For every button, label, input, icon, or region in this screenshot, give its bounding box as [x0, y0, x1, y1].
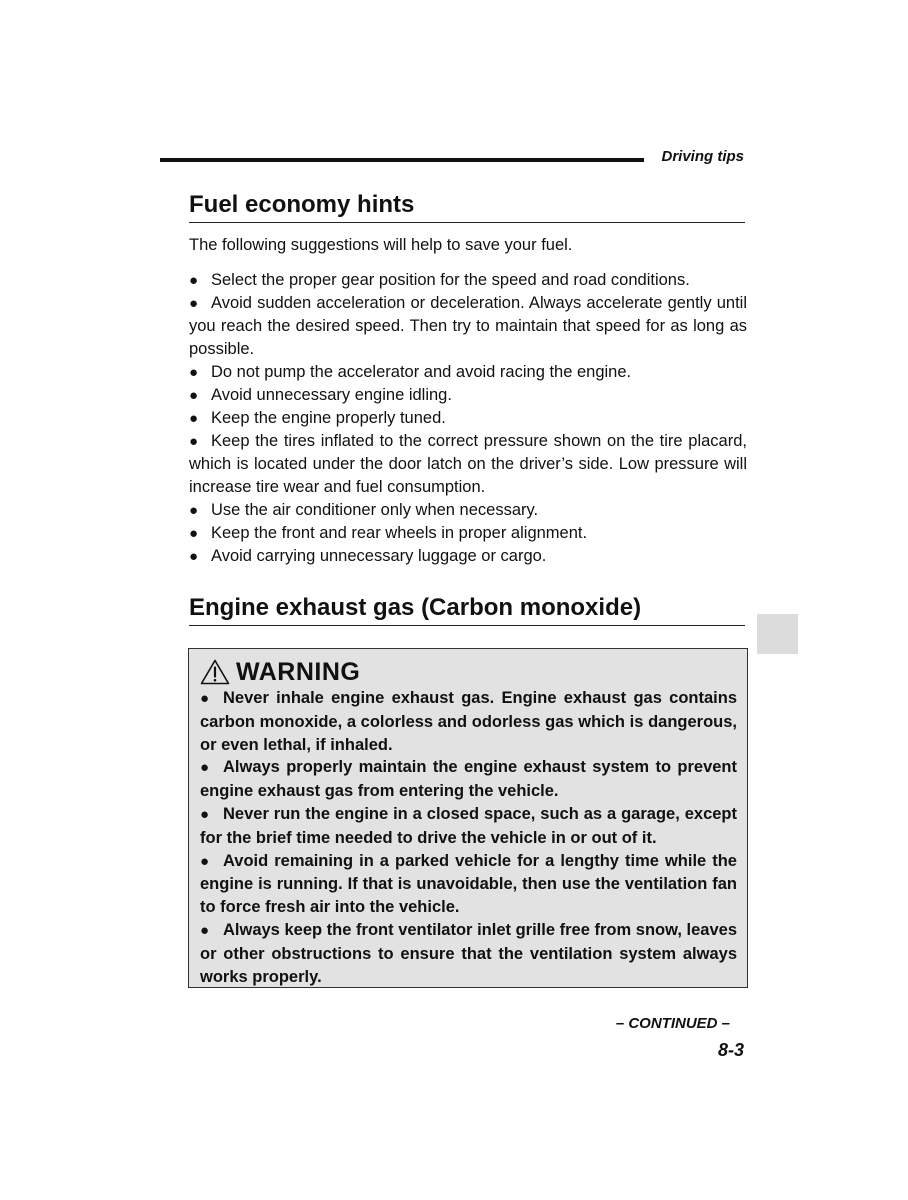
- list-item: [200, 687, 737, 756]
- list-item: [189, 407, 747, 430]
- fuel-economy-intro: The following suggestions will help to save your fuel.: [189, 236, 573, 254]
- section-header-label: Driving tips: [661, 148, 744, 165]
- list-item: [200, 803, 737, 850]
- continued-label: – CONTINUED –: [615, 1015, 730, 1032]
- list-item-text: Keep the front and rear wheels in proper alignment.: [211, 524, 588, 542]
- list-item: [189, 430, 747, 499]
- section-tab-marker: [757, 614, 798, 654]
- bullet-icon: ●: [189, 548, 199, 565]
- bullet-icon: ●: [200, 759, 210, 777]
- list-item: [200, 756, 737, 803]
- list-item: [200, 850, 737, 919]
- list-item: [200, 919, 737, 988]
- list-item-text: Never inhale engine exhaust gas. Engine exhaust gas contains carbon monoxide, a colorless and odorless gas which is dangerous, or even lethal, if inhaled.: [200, 689, 737, 754]
- list-item-text: Always properly maintain the engine exhaust system to prevent engine exhaust gas from entering the vehicle.: [200, 758, 737, 801]
- warning-triangle-icon: [200, 659, 230, 685]
- warning-box: [188, 648, 748, 988]
- list-item-text: Select the proper gear position for the speed and road conditions.: [211, 271, 690, 289]
- bullet-icon: ●: [200, 690, 210, 707]
- warning-title: WARNING: [236, 657, 361, 686]
- list-item: [189, 545, 747, 568]
- bullet-icon: ●: [189, 433, 199, 450]
- fuel-economy-list: [189, 269, 747, 568]
- page-number: 8-3: [717, 1040, 744, 1060]
- exhaust-gas-title: Engine exhaust gas (Carbon monoxide): [189, 593, 745, 626]
- bullet-icon: ●: [189, 410, 199, 427]
- warning-list: [200, 687, 737, 988]
- list-item: [189, 292, 747, 361]
- list-item: [189, 499, 747, 522]
- bullet-icon: ●: [189, 272, 199, 289]
- bullet-icon: ●: [189, 364, 199, 381]
- list-item-text: Keep the tires inflated to the correct pressure shown on the tire placard, which is located under the door latch on the driver’s side. Low pressure will increase tire wear and fuel consumption.: [189, 432, 747, 496]
- bullet-icon: ●: [200, 805, 210, 823]
- list-item-text: Avoid remaining in a parked vehicle for a lengthy time while the engine is running. If that is unavoidable, then use the ventilation fan to force fresh air into the vehicle.: [200, 851, 737, 917]
- list-item: [189, 384, 747, 407]
- bullet-icon: ●: [189, 387, 199, 404]
- list-item-text: Avoid carrying unnecessary luggage or cargo.: [211, 547, 547, 565]
- list-item: [189, 269, 747, 292]
- list-item-text: Use the air conditioner only when necessary.: [211, 501, 539, 519]
- list-item-text: Avoid unnecessary engine idling.: [211, 386, 452, 404]
- list-item-text: Always keep the front ventilator inlet grille free from snow, leaves or other obstructions to ensure that the ventilation system always works properly.: [200, 920, 737, 986]
- bullet-icon: ●: [189, 295, 199, 312]
- list-item-text: Never run the engine in a closed space, such as a garage, except for the brief time needed to drive the vehicle in or out of it.: [200, 804, 737, 847]
- warning-heading: [200, 657, 737, 687]
- header-rule: [160, 158, 644, 162]
- list-item-text: Do not pump the accelerator and avoid racing the engine.: [211, 363, 632, 381]
- list-item: [189, 361, 747, 384]
- fuel-economy-title: Fuel economy hints: [189, 190, 745, 223]
- bullet-icon: ●: [200, 921, 210, 939]
- bullet-icon: ●: [189, 525, 199, 542]
- bullet-icon: ●: [189, 502, 199, 519]
- list-item-text: Keep the engine properly tuned.: [211, 409, 446, 427]
- list-item: [189, 522, 747, 545]
- list-item-text: Avoid sudden acceleration or deceleration. Always accelerate gently until you reach the desired speed. Then try to maintain that speed for as long as possible.: [189, 294, 747, 358]
- bullet-icon: ●: [200, 852, 210, 870]
